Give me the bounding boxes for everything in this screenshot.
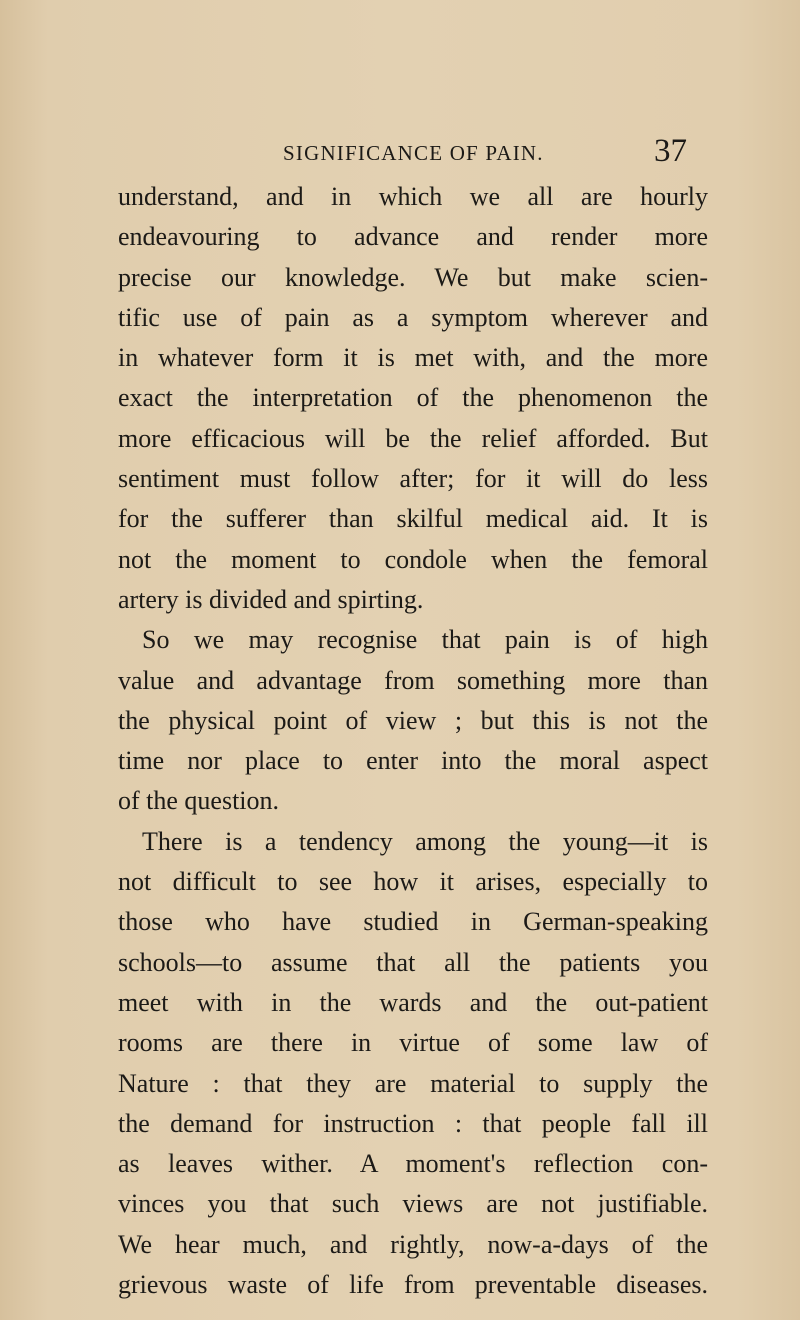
text-line: value and advantage from something more than — [118, 665, 708, 695]
text-line: meet with in the wards and the out-patient — [118, 987, 708, 1017]
text-line: We hear much, and rightly, now-a-days of the — [118, 1229, 708, 1259]
text-line: sentiment must follow after; for it will do less — [118, 464, 708, 494]
text-line: There is a tendency among the young—it is — [142, 826, 708, 856]
text-line: grievous waste of life from preventable diseases. — [118, 1270, 708, 1300]
text-line: those who have studied in German-speaking — [118, 907, 708, 937]
text-line: precise our knowledge. We but make scien- — [118, 262, 708, 292]
text-line: understand, and in which we all are hourly — [118, 182, 708, 211]
running-head: SIGNIFICANCE OF PAIN. — [283, 141, 544, 165]
text-line: endeavouring to advance and render more — [118, 222, 708, 252]
text-line: rooms are there in virtue of some law of — [118, 1028, 708, 1058]
page-number: 37 — [654, 133, 687, 169]
text-line: the demand for instruction : that people fall ill — [118, 1108, 708, 1138]
text-line: for the sufferer than skilful medical aid. It is — [118, 504, 708, 534]
text-line: So we may recognise that pain is of high — [142, 625, 708, 655]
text-line: schools—to assume that all the patients you — [118, 947, 708, 977]
text-line: in whatever form it is met with, and the more — [118, 343, 708, 373]
text-line: more efficacious will be the relief afforded. But — [118, 423, 708, 453]
text-line: Nature : that they are material to supply the — [118, 1068, 708, 1098]
text-line: vinces you that such views are not justifiable. — [118, 1189, 708, 1219]
text-line: not difficult to see how it arises, especially to — [118, 867, 708, 897]
text-line: tific use of pain as a symptom wherever and — [118, 302, 708, 332]
text-line: the physical point of view ; but this is not the — [118, 705, 708, 735]
text-line: not the moment to condole when the femoral — [118, 544, 708, 574]
text-line: as leaves wither. A moment's reflection con- — [118, 1149, 708, 1179]
text-line: time nor place to enter into the moral aspect — [118, 746, 708, 776]
text-line: of the question. — [118, 786, 280, 816]
text-line: exact the interpretation of the phenomenon the — [118, 383, 708, 413]
text-line: artery is divided and spirting. — [118, 584, 424, 614]
body-text — [118, 177, 708, 1305]
